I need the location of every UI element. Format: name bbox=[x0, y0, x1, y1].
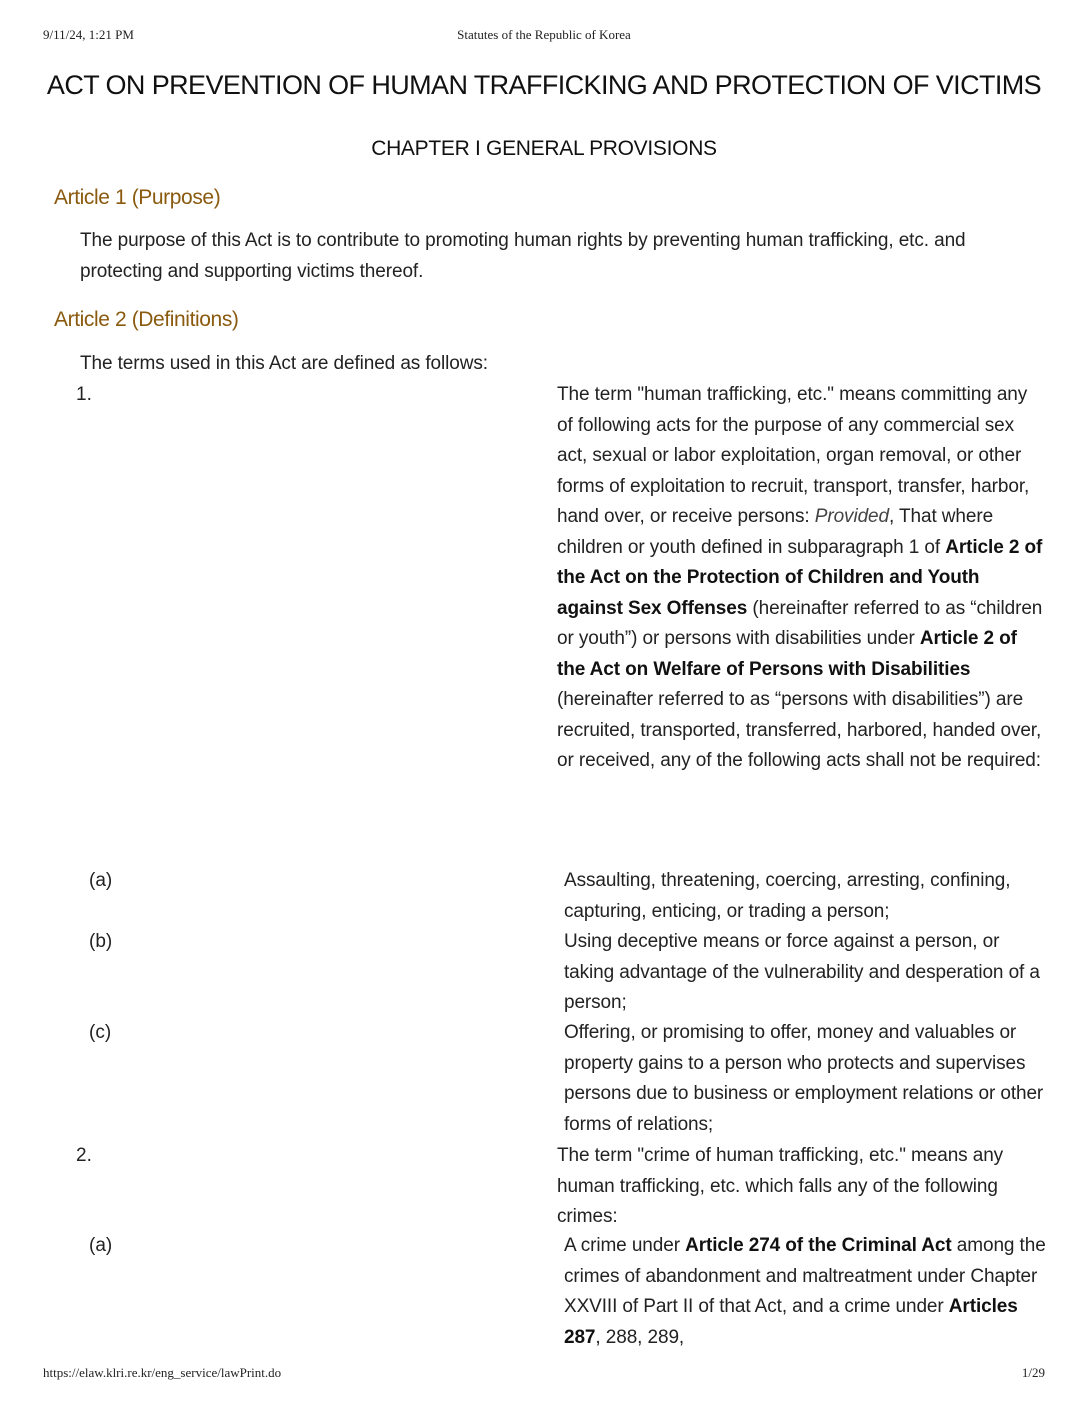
law-reference-link[interactable]: Article 274 of the Criminal Act bbox=[685, 1235, 952, 1256]
item-2-number: 2. bbox=[76, 1145, 92, 1166]
article-1-heading: Article 1 (Purpose) bbox=[54, 186, 221, 209]
article-2-heading: Article 2 (Definitions) bbox=[54, 308, 239, 331]
subitem-text: Assaulting, threatening, coercing, arresting, confining, capturing, enticing, or trading a person; bbox=[564, 870, 1011, 922]
subitem-label: (a) bbox=[89, 870, 113, 891]
item-2-text: The term "crime of human trafficking, etc." means any human trafficking, etc. which falls any of the following crimes: bbox=[557, 1145, 1004, 1227]
print-url: https://elaw.klri.re.kr/eng_service/lawPrint.do bbox=[43, 1365, 282, 1380]
print-site-title: Statutes of the Republic of Korea bbox=[457, 27, 631, 42]
item-2a-text-part-b: among the crimes of abandonment and maltreatment under Chapter XXVIII of Part II of that Act, and a crime under bbox=[564, 1235, 1046, 1317]
print-footer bbox=[0, 1365, 1088, 1383]
item-1-text-part-d: (hereinafter referred to as “persons with disabilities”) are recruited, transported, transferred, harbored, handed over, or received, any of the following acts shall not be required: bbox=[557, 689, 1042, 771]
subitem-label: (b) bbox=[89, 931, 113, 952]
item-1-text bbox=[557, 380, 1047, 777]
item-1-text-part-b: , That where children or youth defined in subparagraph 1 of bbox=[557, 506, 994, 558]
article-1-text: The purpose of this Act is to contribute to promoting human rights by preventing human trafficking, etc. and protecting and supporting victims thereof. bbox=[80, 230, 966, 282]
item-2a-text-part-a: A crime under bbox=[564, 1235, 686, 1256]
subitem-text: Offering, or promising to offer, money and valuables or property gains to a person who protects and supervises persons due to business or employment relations or other forms of relations; bbox=[564, 1022, 1044, 1135]
item-1-text-part-a: The term "human trafficking, etc." means committing any of following acts for the purpose of any commercial sex act, sexual or labor exploitation, organ removal, or other forms of exploitation to recruit, transport, transfer, harbor, hand over, or receive persons: bbox=[557, 384, 1030, 527]
law-reference-link[interactable]: Article 2 of the Act on the Protection of Children and Youth against Sex Offenses bbox=[557, 536, 1043, 619]
chapter-title: CHAPTER I GENERAL PROVISIONS bbox=[371, 137, 717, 160]
print-date: 9/11/24, 1:21 PM bbox=[43, 27, 134, 42]
print-header bbox=[0, 27, 1088, 45]
page-number: 1/29 bbox=[1021, 1365, 1045, 1380]
document-title: ACT ON PREVENTION OF HUMAN TRAFFICKING AND PROTECTION OF VICTIMS bbox=[46, 70, 1042, 100]
law-reference-link[interactable]: Articles 287 bbox=[564, 1296, 1018, 1348]
subitem-label: (a) bbox=[89, 1235, 113, 1256]
subitem-text bbox=[564, 1231, 1048, 1353]
article-2-intro: The terms used in this Act are defined as follows: bbox=[80, 353, 488, 374]
item-1-number: 1. bbox=[76, 384, 92, 405]
subitem-text: Using deceptive means or force against a person, or taking advantage of the vulnerability and desperation of a person; bbox=[564, 931, 1040, 1013]
item-1-text-part-c: (hereinafter referred to as “children or youth”) or persons with disabilities under bbox=[557, 597, 1043, 649]
item-2a-text-part-c: , 288, 289, bbox=[595, 1326, 685, 1348]
provided-term: Provided bbox=[814, 506, 889, 527]
law-reference-link[interactable]: Article 2 of the Act on Welfare of Persons with Disabilities bbox=[557, 628, 1017, 680]
subitem-label: (c) bbox=[89, 1022, 112, 1043]
